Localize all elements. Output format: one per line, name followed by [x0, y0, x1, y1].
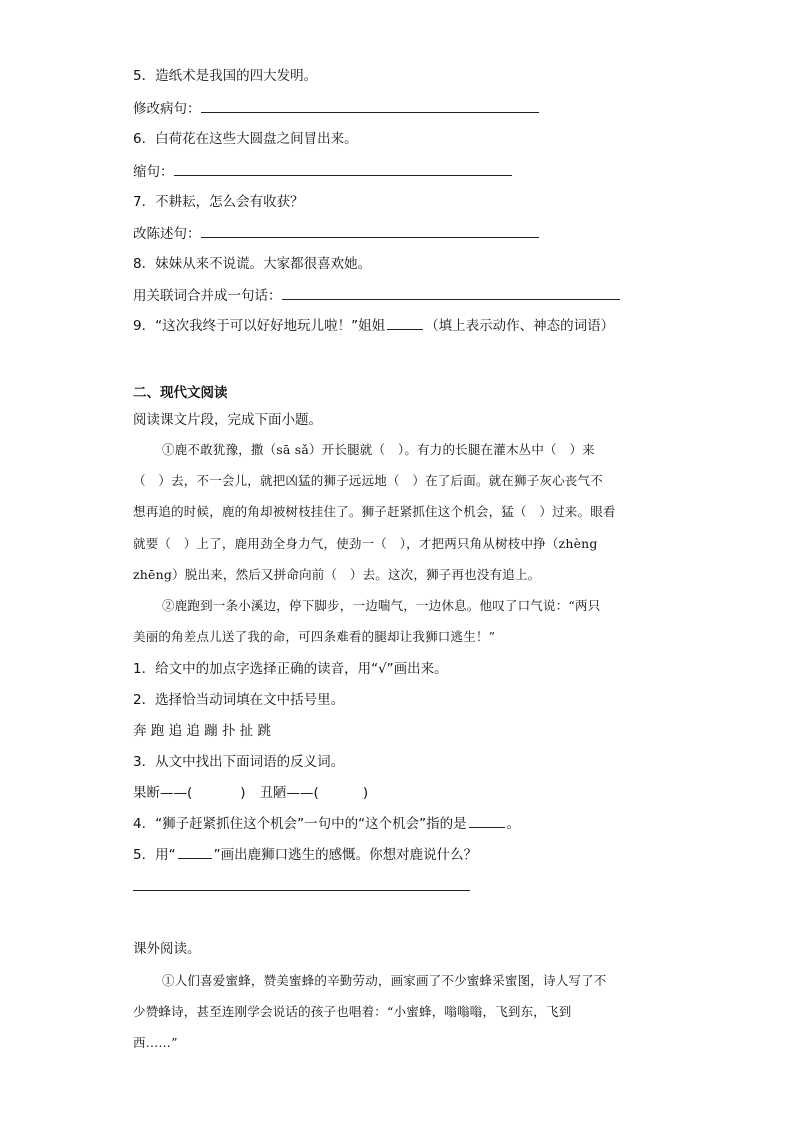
answer-label: 改陈述句： [133, 226, 201, 242]
question-5-answer-row [133, 99, 539, 118]
section-heading: 二、现代文阅读 [133, 385, 228, 401]
question-text: 4．“狮子赶紧抓住这个机会”一句中的“这个机会”指的是 [133, 816, 467, 832]
question-7-answer-row [133, 224, 539, 243]
question-7-prompt: 7．不耕耘，怎么会有收获？ [133, 194, 304, 210]
reading-question-3: 3．从文中找出下面词语的反义词。 [133, 754, 345, 770]
reading-question-1: 1．给文中的加点字选择正确的读音，用“√”画出来。 [133, 661, 448, 677]
answer-line[interactable] [282, 286, 620, 300]
section-heading: 课外阅读。 [133, 941, 201, 957]
antonym-word-1: 果断——( [133, 785, 193, 801]
reading-question-4 [133, 815, 520, 833]
passage-line: 想再追的时候，鹿的角却被树枝挂住了。狮子赶紧抓住这个机会，猛（ ）过来。眼看 [133, 504, 616, 519]
question-9-row [133, 317, 614, 335]
answer-label: 缩句： [133, 164, 174, 180]
passage-line: ①人们喜爱蜜蜂，赞美蜜蜂的辛勤劳动，画家画了不少蜜蜂采蜜图，诗人写了不 [162, 973, 607, 988]
close-paren: ) [240, 785, 246, 801]
answer-line[interactable] [174, 162, 512, 176]
answer-line[interactable] [133, 890, 470, 891]
passage-line: zhēng）脱出来，然后又拼命向前（ ）去。这次，狮子再也没有追上。 [133, 567, 541, 582]
reading-question-2: 2．选择恰当动词填在文中括号里。 [133, 692, 345, 708]
question-5-prompt: 5．造纸术是我国的四大发明。 [133, 68, 318, 84]
passage-line: ①鹿不敢犹豫，撒（sā sǎ）开长腿就（ ）。有力的长腿在灌木丛中（ ）来 [162, 442, 595, 457]
passage-line: 西……” [133, 1035, 178, 1050]
answer-line[interactable] [201, 224, 539, 238]
antonym-word-2: 丑陋——( [259, 785, 319, 801]
underline-sample [178, 846, 212, 859]
reading-question-5 [133, 846, 477, 864]
verb-options: 奔 跑 追 追 蹦 扑 扯 跳 [133, 723, 272, 739]
passage-line: 就要（ ）上了，鹿用劲全身力气，使劲一（ ），才把两只角从树枝中挣（zhèng [133, 536, 598, 551]
question-9-hint: （填上表示动作、神态的词语） [425, 318, 615, 334]
answer-blank[interactable] [469, 815, 505, 828]
question-6-prompt: 6．白荷花在这些大圆盘之间冒出来。 [133, 131, 358, 147]
answer-blank[interactable] [387, 317, 423, 330]
question-text-end: 。 [506, 816, 521, 832]
passage-line: （ ）去，不一会儿，就把凶猛的狮子远远地（ ）在了后面。就在狮子灰心丧气不 [133, 473, 603, 488]
passage-line: 少赞蜂诗，甚至连刚学会说话的孩子也唱着：“小蜜蜂，嗡嗡嗡，飞到东，飞到 [133, 1004, 572, 1019]
question-text-end: ”画出鹿狮口逃生的感慨。你想对鹿说什么？ [213, 847, 478, 863]
answer-label: 修改病句： [133, 101, 201, 117]
question-8-prompt: 8．妹妹从来不说谎。大家都很喜欢她。 [133, 256, 372, 272]
answer-line[interactable] [201, 99, 539, 113]
passage-line: ②鹿跑到一条小溪边，停下脚步，一边喘气，一边休息。他叹了口气说：“两只 [162, 598, 601, 613]
passage-line: 美丽的角差点儿送了我的命，可四条难看的腿却让我狮口逃生！” [133, 629, 496, 644]
close-paren: ) [362, 785, 369, 801]
question-6-answer-row [133, 162, 512, 181]
question-8-answer-row [133, 286, 620, 305]
question-text: 5．用“ [133, 847, 176, 863]
section-intro: 阅读课文片段，完成下面小题。 [133, 412, 322, 428]
question-9-prompt: 9．“这次我终于可以好好地玩儿啦！”姐姐 [133, 318, 386, 334]
antonym-row [133, 784, 368, 802]
answer-label: 用关联词合并成一句话： [133, 288, 282, 304]
